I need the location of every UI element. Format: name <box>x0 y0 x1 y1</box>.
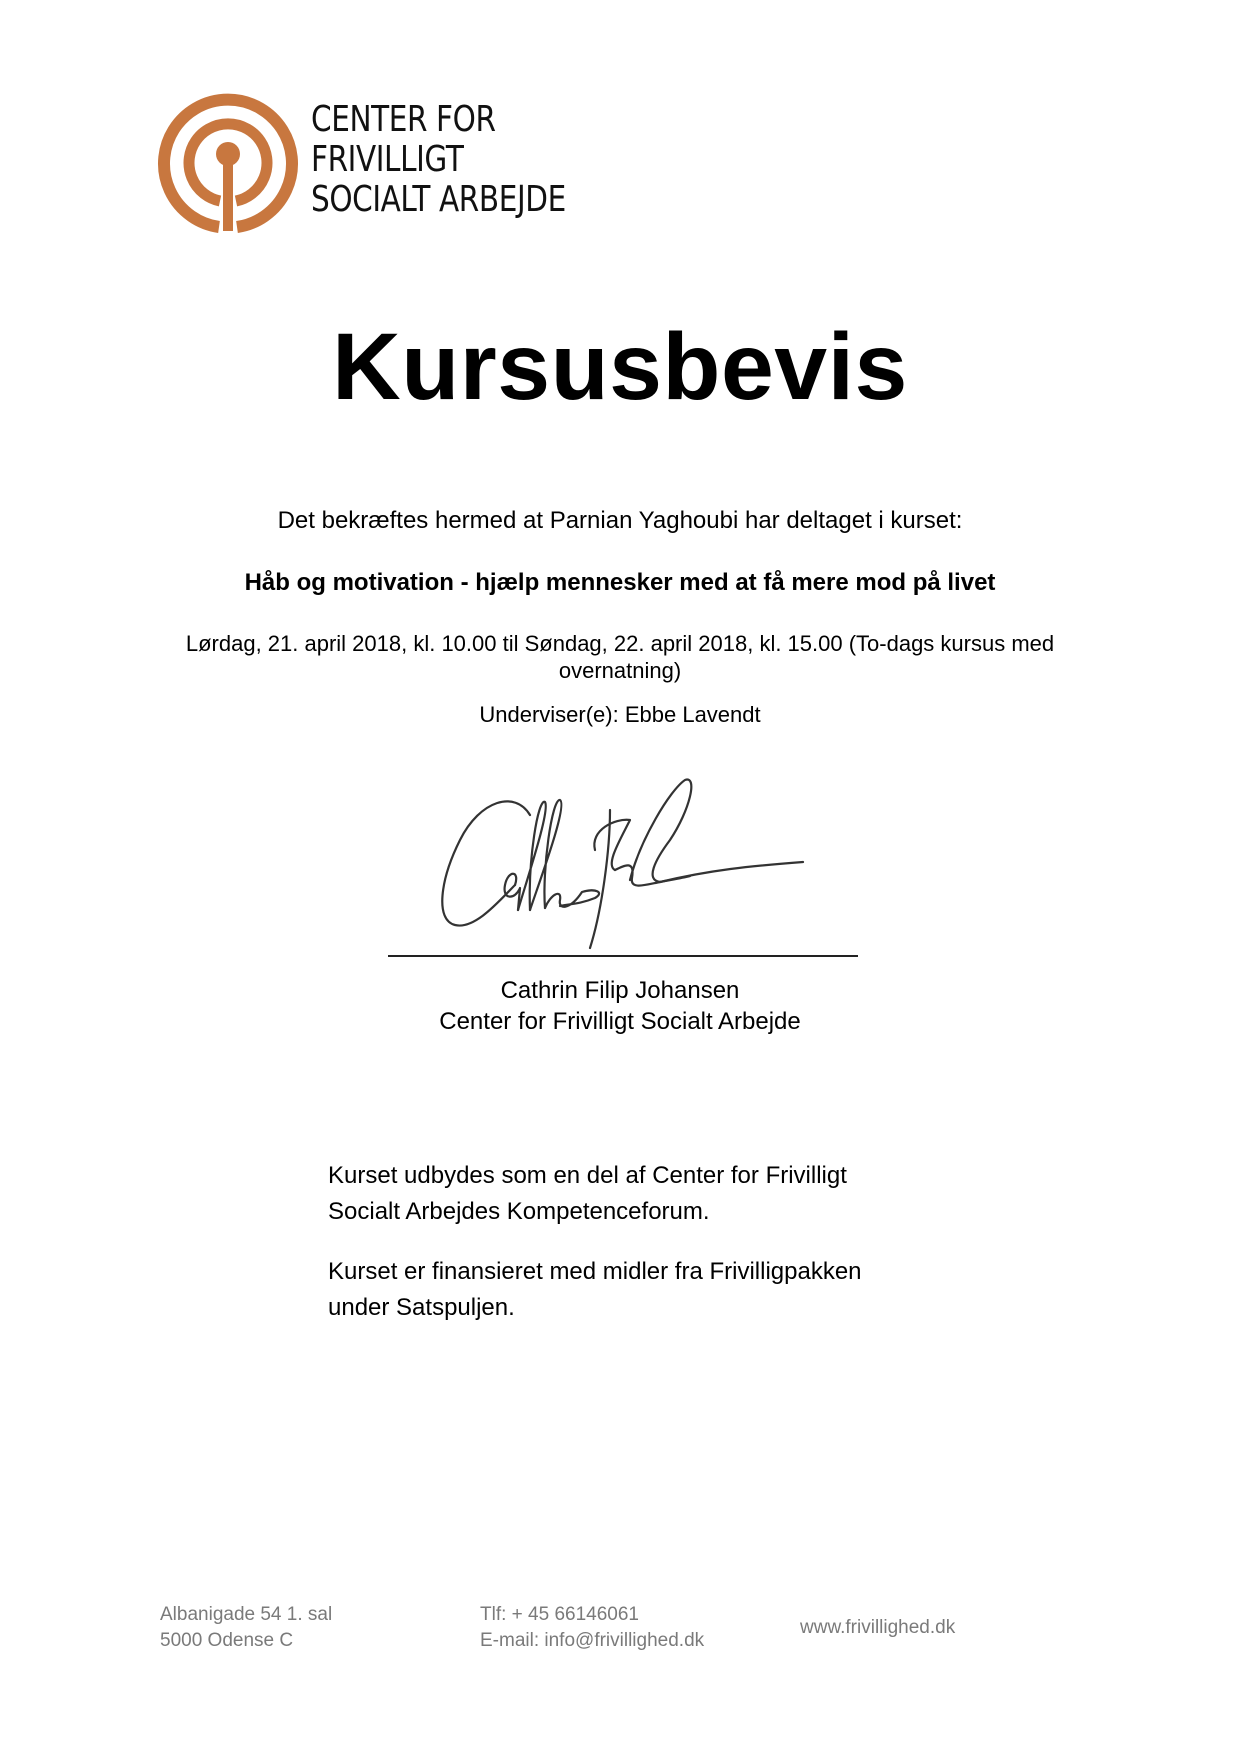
logo-line-1: CENTER FOR <box>311 99 496 140</box>
paragraph-line: Kurset er finansieret med midler fra Frivilligpakken <box>328 1258 862 1285</box>
confirmation-text: Det bekræftes hermed at Parnian Yaghoubi har deltaget i kurset: <box>277 507 963 534</box>
footer-contact <box>480 1602 704 1654</box>
signature-line <box>388 955 858 957</box>
footer-email: E-mail: info@frivillighed.dk <box>480 1630 705 1651</box>
signatory-name: Cathrin Filip Johansen <box>500 977 740 1004</box>
signatory-organization: Center for Frivilligt Socialt Arbejde <box>439 1008 801 1035</box>
page-title: Kursusbevis <box>332 314 908 420</box>
address-line-1: Albanigade 54 1. sal <box>160 1604 333 1625</box>
footer-address <box>160 1602 332 1654</box>
paragraph-competence-forum <box>328 1158 968 1230</box>
address-line-2: 5000 Odense C <box>160 1630 294 1651</box>
footer-phone: Tlf: + 45 66146061 <box>480 1604 639 1625</box>
logo-line-3: SOCIALT ARBEJDE <box>311 179 566 220</box>
course-name: Håb og motivation - hjælp mennesker med at få mere mod på livet <box>244 569 996 596</box>
paragraph-funding <box>328 1254 968 1326</box>
teacher-line: Underviser(e): Ebbe Lavendt <box>479 702 761 727</box>
course-dates: Lørdag, 21. april 2018, kl. 10.00 til Søndag, 22. april 2018, kl. 15.00 (To-dags kursus med overnatning) <box>185 631 1055 683</box>
handwritten-signature <box>420 770 820 960</box>
logo-line-2: FRIVILLIGT <box>311 139 464 180</box>
paragraph-line: Socialt Arbejdes Kompetenceforum. <box>328 1198 710 1225</box>
footer-website: www.frivillighed.dk <box>800 1617 956 1638</box>
paragraph-line: Kurset udbydes som en del af Center for Frivilligt <box>328 1162 847 1189</box>
cfsa-logo-icon <box>157 93 299 235</box>
logo-wordmark <box>311 100 566 220</box>
paragraph-line: under Satspuljen. <box>328 1294 515 1321</box>
